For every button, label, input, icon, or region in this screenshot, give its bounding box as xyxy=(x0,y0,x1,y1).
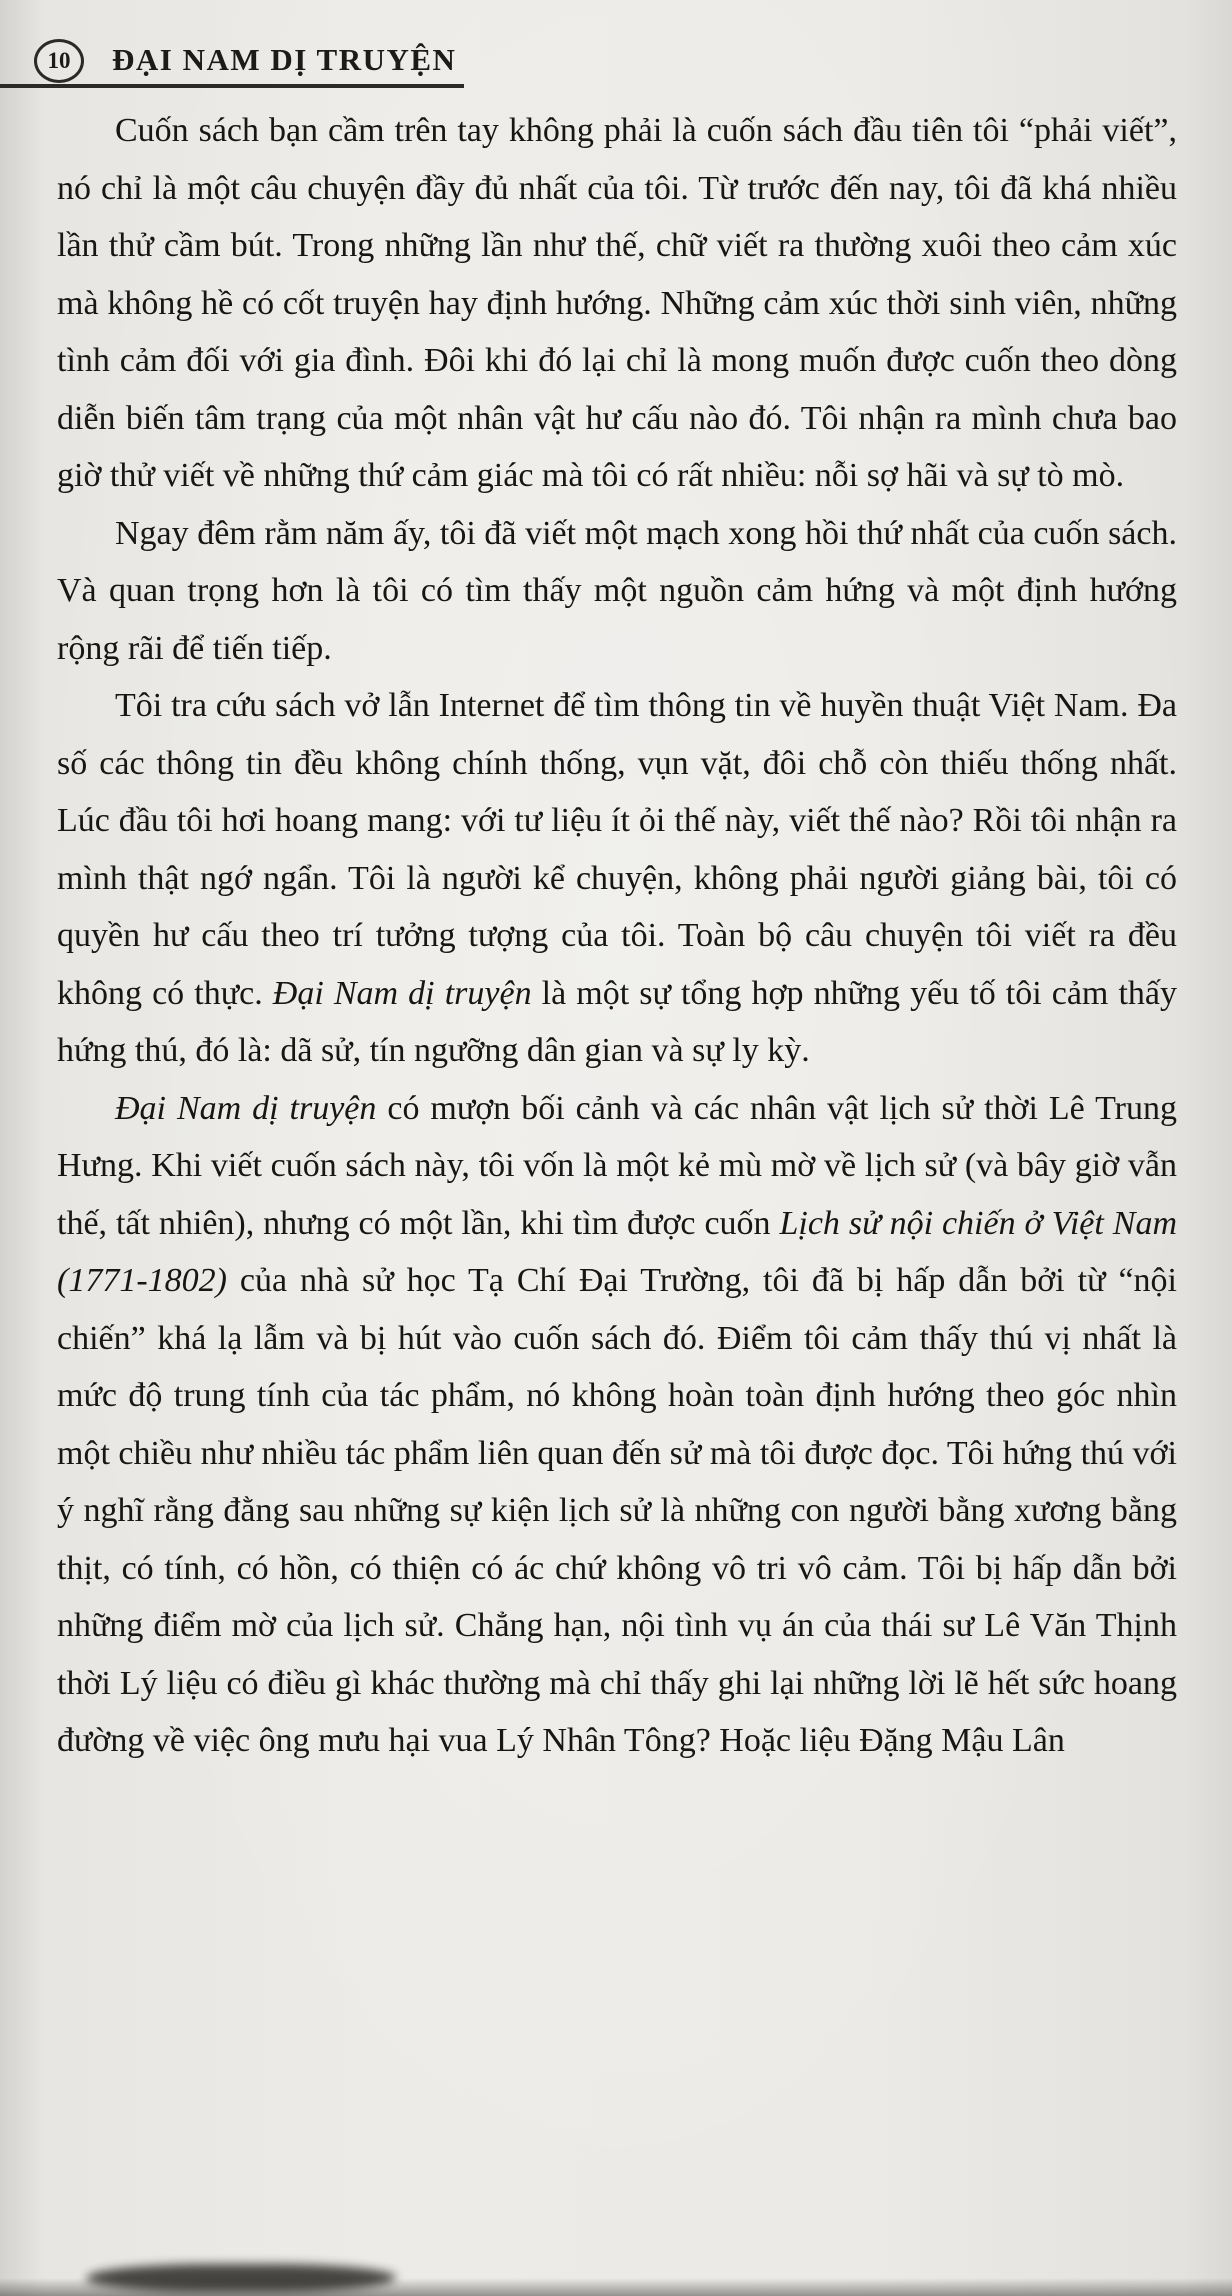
scan-bottom-shadow xyxy=(0,2278,1232,2296)
header-rule xyxy=(0,84,464,88)
text-run: có mượn bối cảnh và các nhân vật lịch sử thời Lê Trung Hưng. Khi viết cuốn sách này, tôi vốn là một kẻ mù mờ về lịch sử (và bây giờ vẫn thế, tất nhiên), nhưng có một lần, khi tìm được cuốn xyxy=(57,1089,1178,1242)
text-run: là một sự tổng hợp những yếu tố tôi cảm thấy hứng thú, đó là: dã sử, tín ngưỡng dân gian và sự ly kỳ. xyxy=(57,974,1177,1069)
running-head-title: ĐẠI NAM DỊ TRUYỆN xyxy=(112,42,457,77)
page-number-badge xyxy=(34,39,84,83)
book-title-italic: Lịch sử nội chiến ở Việt Nam (1771-1802) xyxy=(57,1204,1177,1299)
paragraph xyxy=(57,505,1177,678)
book-title-italic: Đại Nam dị truyện xyxy=(272,974,532,1012)
text-run: Tôi tra cứu sách vở lẫn Internet để tìm thông tin về huyền thuật Việt Nam. Đa số các thông tin đều không chính thống, vụn vặt, đôi chỗ còn thiếu thống nhất. Lúc đầu tôi hơi hoang mang: với tư liệu ít ỏi thế này, viết thế nào? Rồi tôi nhận ra mình thật ngớ ngẩn. Tôi là người kể chuyện, không phải người giảng bài, tôi có quyền hư cấu theo trí tưởng tượng của tôi. Toàn bộ câu chuyện tôi viết ra đều không có thực. xyxy=(57,687,1177,1012)
paragraph xyxy=(57,677,1177,1080)
page-header xyxy=(0,0,1232,96)
paragraph xyxy=(57,1080,1177,1770)
book-title-italic: Đại Nam dị truyện xyxy=(115,1089,377,1127)
page-body xyxy=(57,102,1177,1770)
text-run: Cuốn sách bạn cầm trên tay không phải là cuốn sách đầu tiên tôi “phải viết”, nó chỉ là một câu chuyện đầy đủ nhất của tôi. Từ trước đến nay, tôi đã khá nhiều lần thử cầm bút. Trong những lần như thế, chữ viết ra thường xuôi theo cảm xúc mà không hề có cốt truyện hay định hướng. Những cảm xúc thời sinh viên, những tình cảm đối với gia đình. Đôi khi đó lại chỉ là mong muốn được cuốn theo dòng diễn biến tâm trạng của một nhân vật hư cấu nào đó. Tôi nhận ra mình chưa bao giờ thử viết về những thứ cảm giác mà tôi có rất nhiều: nỗi sợ hãi và sự tò mò. xyxy=(57,112,1177,494)
text-run: của nhà sử học Tạ Chí Đại Trường, tôi đã bị hấp dẫn bởi từ “nội chiến” khá lạ lẫm và bị hút vào cuốn sách đó. Điểm tôi cảm thấy thú vị nhất là mức độ trung tính của tác phẩm, nó không hoàn toàn định hướng theo góc nhìn một chiều như nhiều tác phẩm liên quan đến sử mà tôi được đọc. Tôi hứng thú với ý nghĩ rằng đằng sau những sự kiện lịch sử là những con người bằng xương bằng thịt, có tính, có hồn, có thiện có ác chứ không vô tri vô cảm. Tôi bị hấp dẫn bởi những điểm mờ của lịch sử. Chẳng hạn, nội tình vụ án của thái sư Lê Văn Thịnh thời Lý liệu có điều gì khác thường mà chỉ thấy ghi lại những lời lẽ hết sức hoang đường về việc ông mưu hại vua Lý Nhân Tông? Hoặc liệu Đặng Mậu Lân xyxy=(57,1262,1177,1759)
text-run: Ngay đêm rằm năm ấy, tôi đã viết một mạch xong hồi thứ nhất của cuốn sách. Và quan trọng hơn là tôi có tìm thấy một nguồn cảm hứng và một định hướng rộng rãi để tiến tiếp. xyxy=(57,514,1177,667)
page-number: 10 xyxy=(47,48,71,73)
paragraph xyxy=(57,102,1177,505)
